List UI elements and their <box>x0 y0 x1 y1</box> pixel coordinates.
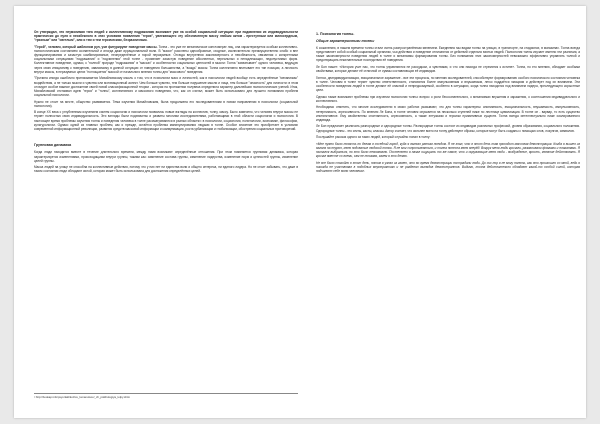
paragraph-le-bon-quote: Ле Бон пишет: «История учит нас, что толпы управляются не рассудком, а чувствами, и что они никогда не стремятся к истине». Толпа, по его мнению, обладает особыми свойствами, которые делают её отличной от суммы составляющих её индивидов. <box>316 65 580 74</box>
paragraph-street-mass: Масса людей на улице не способна на коллективные действия, потому что у них нет ни единства воли и общего интереса, ни единого лидера. Но не стоит забывать, что даже в таком состоянии люди обладают силой, которая может быть использована для достижения определённых целей. <box>34 165 298 174</box>
quote-story-part2: Не все было спокойно в этот день, потом я узнал из газет, что во время демонстрации пострадали люди. До сих пор я не могу понять, как это произошло со мной, ведь я никогда не участвовал в подобных мероприятиях и не разделял взглядов демонстрантов. Видимо, толпа действительно обладает какой-то особой силой, которая подчиняет себе волю человека». <box>316 160 580 174</box>
document-page <box>14 6 586 418</box>
paragraph-crowds-today: К сожалению, в нашем времени толпы стали очень распространённым явлением. Ежедневно мы видим толпы на улицах, в транспорте, на стадионах, в магазинах. Толпа всегда представляет собой особый социальный организм, чьи действия и поведение отличаются от действий отдельно взятых людей. Психология толпы изучает именно эти различия, а также закономерности поведения людей в толпе и механизмы формирования толпы. Без понимания этих закономерностей невозможно эффективно управлять толпой и предотвращать нежелательные последствия её поведения. <box>316 46 580 63</box>
paragraph-mikhailovsky: "Причина иногда ошибочно приписывается Михайловскому мысль о том, что в психологии масс и личностей, как в психологии людей вообще есть определённые "механизмы" воздействия, а не только мысли и чувства или мотивационный аспект. Чем больше чувство, тем больше нарушение мысли и лица, тем больше "опасность" для личности: в этом он видит особое важное достижение своей новой классификационной теории - которая на протяжении полувека определила характер дальнейших психологических учений. Итак, Михайловский отстаивал идею "героя" и "толпы", коллективного и массового поведения, что, как он считал, может быть использовано для лучшего понимания проблем социальной психологии. <box>34 76 298 97</box>
quote-story-part1: «Мне нужно было попасть по делам в соседний город, куда я выехал ранним поездом. Я не знал, что в этот день там проходит массовая демонстрация. Когда я вышел из вагона на перрон, меня подхватил людской поток. Я не мог сопротивляться, и толпа понесла меня вперёд. Вокруг меня люди кричали, размахивали флагами и плакатами. Я пытался выбраться, но это было невозможно. Постепенно я начал ощущать то же самое, что и окружающие меня люди - возбуждение, ярость, желание действовать. Я кричал вместе со всеми, сам не понимая, зачем я это делаю. <box>316 141 580 159</box>
paragraph-story-intro: Послушайте рассказ одного из таких людей, который случайно попал в толпу: <box>316 135 431 140</box>
right-column <box>316 30 580 408</box>
left-column <box>34 30 298 408</box>
paragraph-group-dynamics: Когда люди находятся вместе в течение длительного времени, между ними возникают определённые отношения. При этом появляется групповая динамика, которая характеризуется изменениями, происходящими внутри группы, такими как: изменение состава группы, изменение лидерства, изменение норм и ценностей группы, изменение целей группы. <box>34 150 298 163</box>
hero-lead: "Герой", человек, который шаблоном рул, уже фигурируют поведение массы. <box>34 44 158 49</box>
paragraph-problems: Однако также возникают проблемы при изучении психологии толпы: вопрос о роли бессознательного, о механизмах внушения и заражения, о соотношении индивидуального и коллективного. <box>316 94 580 103</box>
hero-body: Толпа - это уже не механическое конгломерат лиц, она характеризуется особым коллективно-психологическим состоянием сознательной и иногда даже иррациональной воли. В "массе" расслены однообразные, сходные, исключительно преимущественно слабо и вне функционирования и зачастую комбинированые, неопределённые и порой неразумные. Отсюда внутренняя закономерность и неизбежность, связанная с конкретными социальными ситуациями "подражания" и "подчинения" этой толпе - проявляет зачастую поведение абсолютных, нереальных и ненадлежащих, недопустимых форм. Коллективное поведение, однако, к "полной" природе "подражания" в "массах" и особенностях социальных ценностей в мысли: Толпа "захватывает" одного человека, ведущую через свою инициативу к поведению, зависимому в данной ситуации от поведения большинства, а "вождь" массы: Толпа коллективно впитывает его тип позиции, а личность внутри массы, в неразумных целях "поглощается" массой от начального мнения толпы для "массового" поведения. <box>34 44 298 74</box>
paragraph-hypnosis: Гипноз, деиндивидуализация, эмоциональное заражение - все эти процессы, по мнению исследователей, способствуют формированию особого психического состояния человека в толпе. Человек в толпе теряет чувство ответственности, становится более импульсивным и внушаемым, легко поддаётся эмоциям и действует под их влиянием. Эти особенности поведения людей в толпе делают её опасной и непредсказуемой, особенно в ситуациях, когда толпа находится под влиянием лидера, преследующего корыстные цели. <box>316 75 580 93</box>
section-heading-group-dynamics: Групповая динамика <box>34 143 72 148</box>
footnote: ¹ http://bookap.info/psyonlab/kozlov_lomanutsov/_ch_psikhologiya_tolpy.shtm <box>34 393 298 399</box>
subheading-crowd-characteristics: Общие характеристики толпы <box>316 39 375 43</box>
chapter-heading: 1. Психология толпы. <box>316 32 355 36</box>
paragraph-modern-views: В конце XX века с углубленным изучением систем социологии и психологии появились новые взгляды на коллектив, толпу, массу. Было замечено, что человек внутри массы не теряет полностью свою индивидуальность. Эти взгляды были подхвачены и развиты многими исследователями, работающими в этой области социологии и психологии. В настоящее время проблемы изучения толпы и поведения человека в толпе рассматриваются в разных областях: в психологии, социологии, политологии, экономике, философии, культурологии. Однако одной из главных проблем, как и прежде, остаётся проблема манипулирования людьми в толпе. Особое значение это приобретает в условиях современной информационной революции, развития средств массовой информации и коммуникации, роста урбанизации и глобализации, обострения социальных противоречий. <box>34 110 298 131</box>
intro-paragraph: Он утверждал, что неумолимая тяга людей к коллективному подражанию возникает уже на особой социальной ситуации: при подавлении их индивидуальности практически до нуля и неизбежного в этих условиях появления "героя", увлекающего эту обезличенную массу любым актом - преступным или милосердным, "грязным" или "светлым", или и тем и тем героическим, безразличным. <box>34 30 298 43</box>
paragraph-followers: Нужно не стоит на месте, общество развивается. Тема изучения Михайловским, была продолжена его последователями в новом направлении в психологии (социальной психологии). <box>34 99 298 108</box>
paragraph-crowd-traits: Необходимо отметить, что многие исследователи в своих работах указывают, что для толпы характерны: анонимность, эмоциональность, внушаемость, импульсивность, нетерпимость, агрессивность. По мнению Ле Бона, в толпе человек опускается на несколько ступеней ниже по лестнице цивилизации. В толпе он - варвар, то есть существо инстинктивное. Ему свойственны спонтанность, агрессивность, а также энтузиазм и героизм примитивных существ. Толпа всегда интеллектуально ниже изолированного индивида. <box>316 105 580 122</box>
paragraph-crowd-types: Ле Бон предлагает различать разнородные и однородные толпы. Разнородные толпы состоят из индивидов различных профессий, уровня образования, социального положения. Однородные толпы - это секты, касты, классы. Автор считает, что сильнее всего на толпу действуют образы, которые могут быть созданы с помощью слов, лозунгов, символов. <box>316 124 580 133</box>
hero-paragraph <box>34 45 298 74</box>
